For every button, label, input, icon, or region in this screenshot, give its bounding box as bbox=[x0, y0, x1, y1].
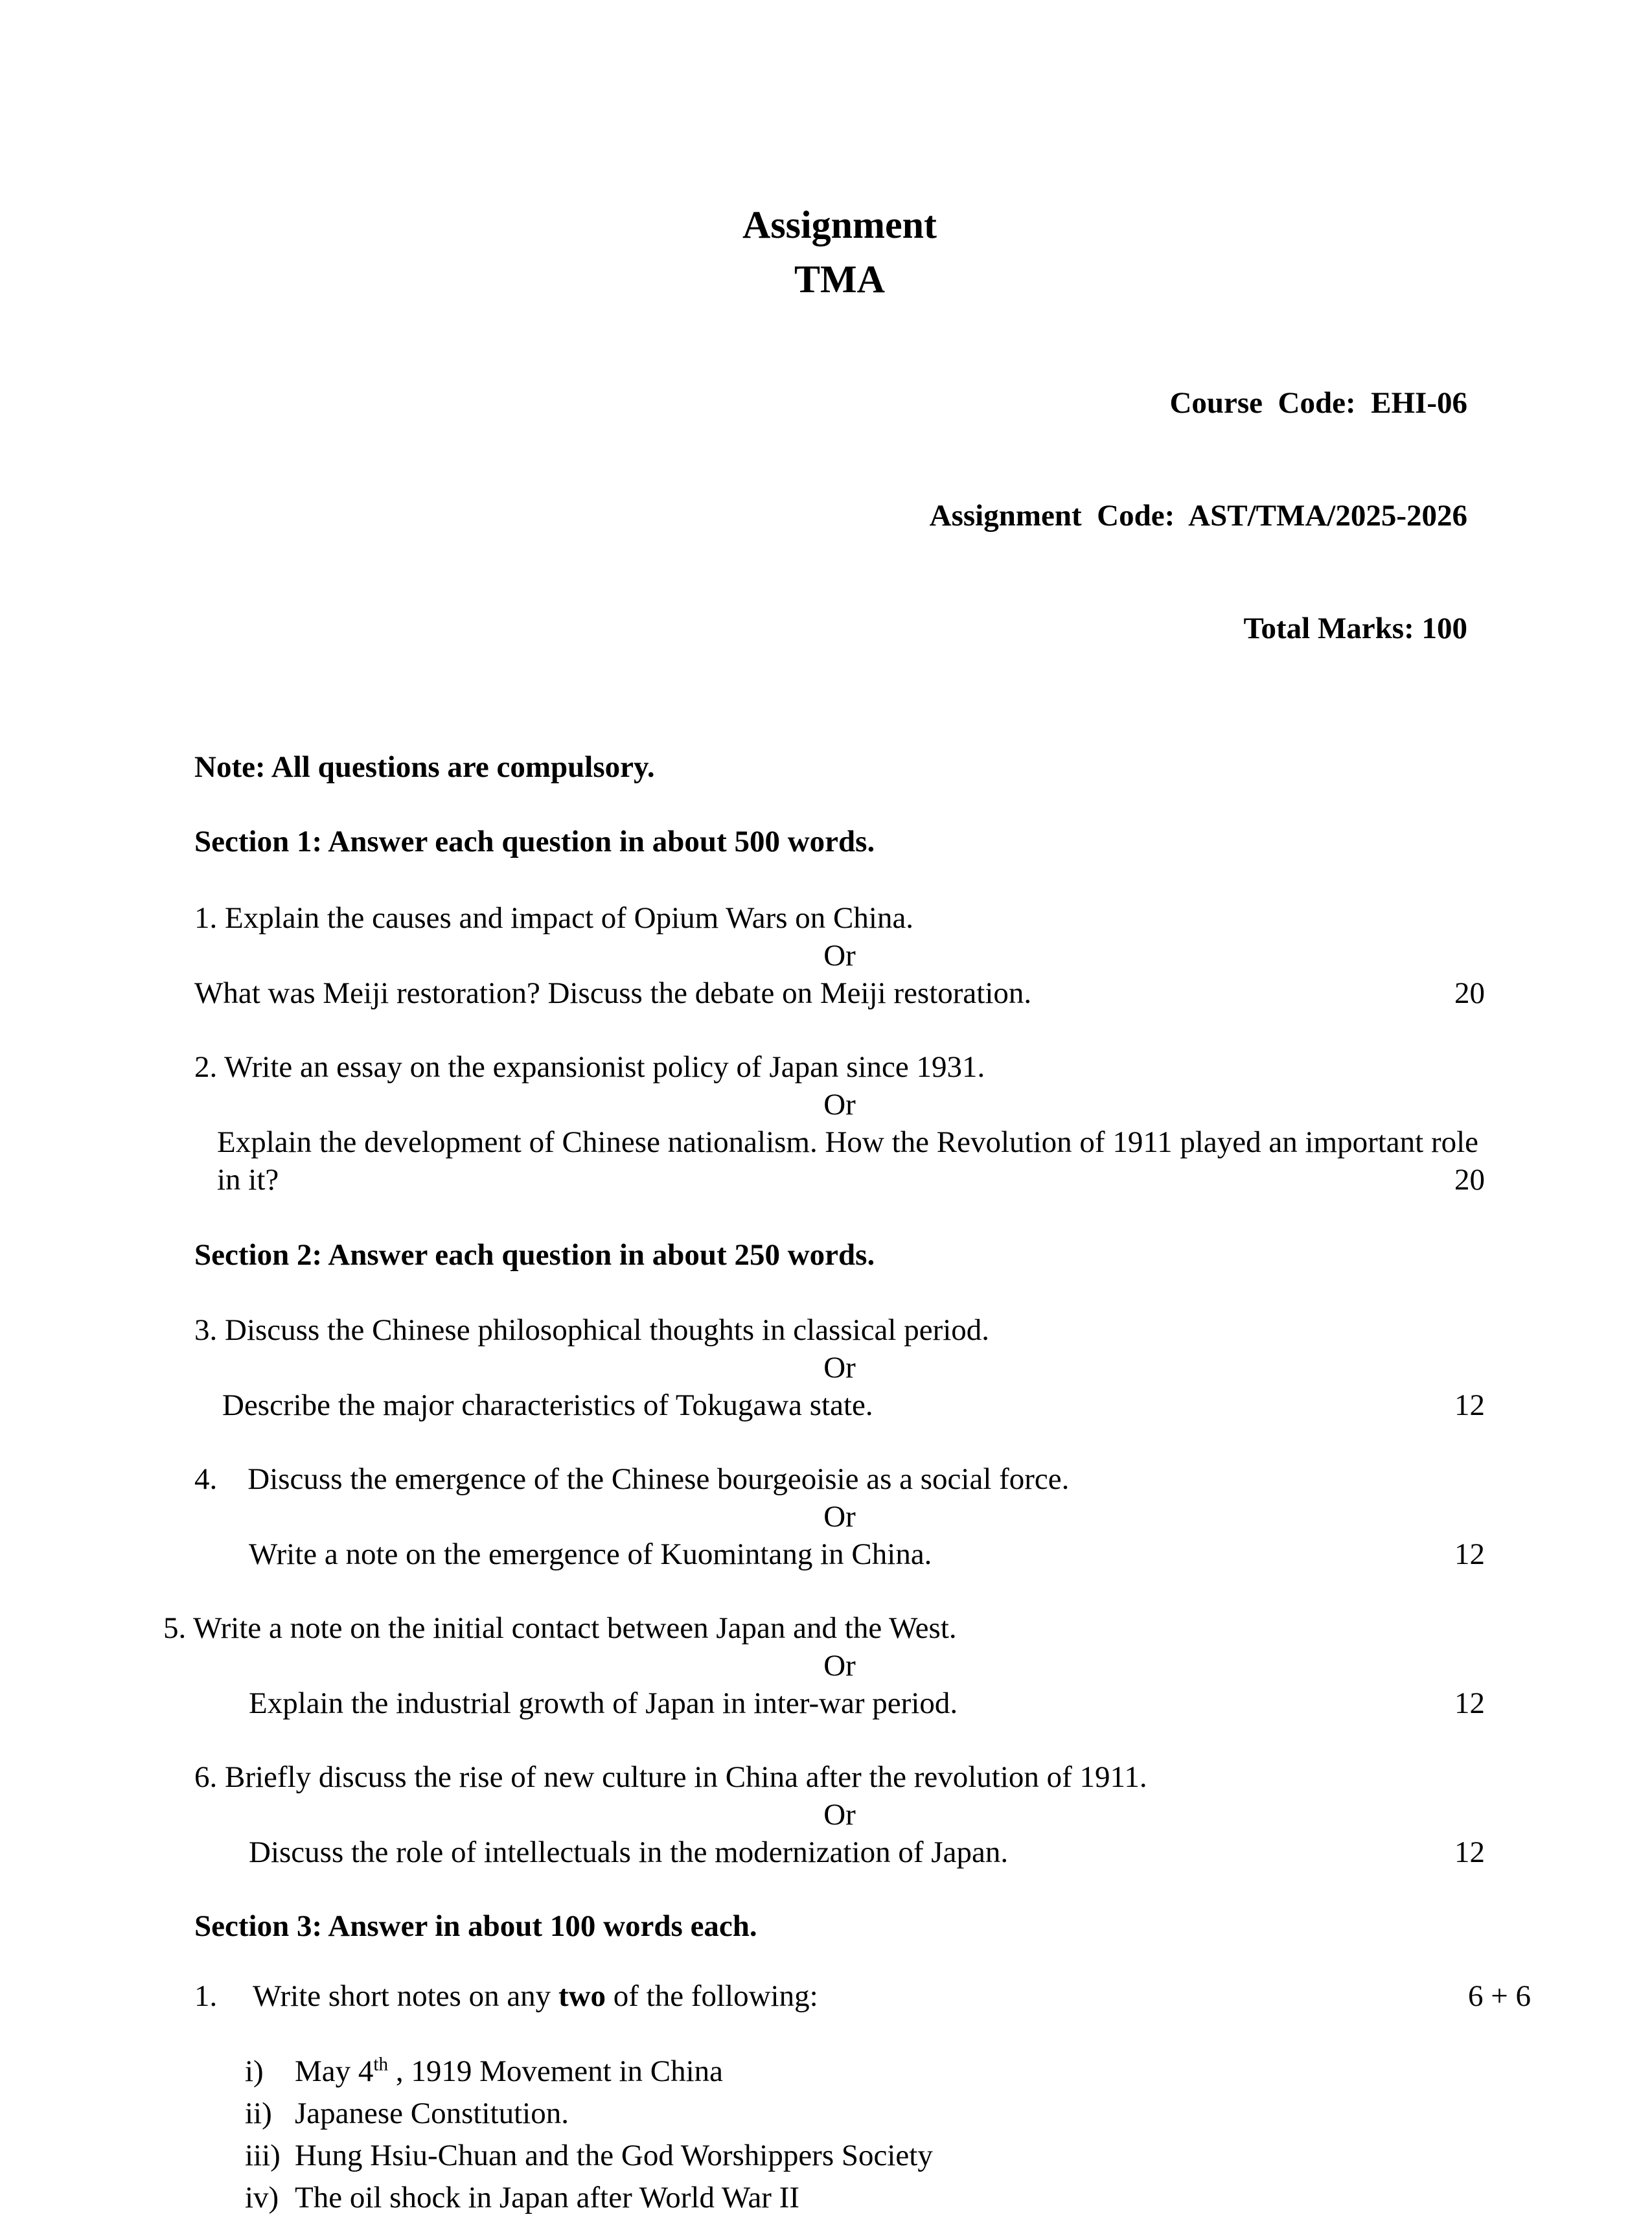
question-3-text: 3. Discuss the Chinese philosophical thoughts in classical period. bbox=[194, 1313, 990, 1347]
question-2-alt-line-1 bbox=[194, 1123, 1485, 1161]
assignment-code-line: Assignment Code: AST/TMA/2025-2026 bbox=[929, 499, 1467, 533]
list-item-i-text bbox=[295, 2051, 723, 2093]
short-notes-options-list bbox=[194, 2051, 1485, 2219]
page-subtitle: TMA bbox=[794, 258, 885, 301]
question-4-alt-line bbox=[194, 1535, 1485, 1573]
question-1-alt-line bbox=[194, 974, 1485, 1012]
question-4-marks: 12 bbox=[1454, 1537, 1485, 1571]
question-1-group bbox=[194, 899, 1485, 1012]
question-2-alt-line-2 bbox=[194, 1161, 1485, 1199]
question-3-group bbox=[194, 1311, 1485, 1424]
question-5-text: 5. Write a note on the initial contact between Japan and the West. bbox=[163, 1611, 957, 1645]
list-item-i-superscript: th bbox=[373, 2054, 389, 2075]
question-2-line bbox=[194, 1048, 1485, 1086]
or-separator: Or bbox=[823, 1088, 856, 1121]
question-6-text: 6. Briefly discuss the rise of new culture in China after the revolution of 1911. bbox=[194, 1760, 1147, 1794]
list-item-ii bbox=[245, 2093, 1485, 2135]
title-block bbox=[194, 198, 1485, 306]
question-1-alt-text: What was Meiji restoration? Discuss the debate on Meiji restoration. bbox=[194, 976, 1032, 1010]
total-marks-line: Total Marks: 100 bbox=[1243, 612, 1467, 645]
question-5-marks: 12 bbox=[1454, 1686, 1485, 1720]
short-notes-prompt-pre: Write short notes on any bbox=[253, 1979, 558, 2013]
list-item-iii bbox=[245, 2135, 1485, 2177]
short-notes-prompt-bold: two bbox=[558, 1979, 606, 2013]
list-item-iv bbox=[245, 2177, 1485, 2219]
short-notes-number: 1. bbox=[194, 1979, 218, 2013]
question-6-group bbox=[194, 1758, 1485, 1871]
section-3-heading: Section 3: Answer in about 100 words each. bbox=[194, 1909, 757, 1943]
question-4-text: 4. Discuss the emergence of the Chinese bourgeoisie as a social force. bbox=[194, 1462, 1070, 1496]
short-notes-prompt-post: of the following: bbox=[606, 1979, 818, 2013]
question-2-text: 2. Write an essay on the expansionist policy of Japan since 1931. bbox=[194, 1050, 985, 1084]
question-4-group bbox=[194, 1460, 1485, 1573]
list-item-i-label: i) bbox=[245, 2054, 264, 2088]
question-3-alt-text: Describe the major characteristics of Tokugawa state. bbox=[222, 1388, 873, 1422]
question-3-marks: 12 bbox=[1454, 1388, 1485, 1422]
question-4-alt-text: Write a note on the emergence of Kuomintang in China. bbox=[249, 1537, 932, 1571]
question-2-alt-text-2: in it? bbox=[217, 1163, 279, 1197]
short-notes-prompt bbox=[253, 1977, 818, 2015]
question-6-alt-line bbox=[194, 1834, 1485, 1871]
question-6-alt-text: Discuss the role of intellectuals in the modernization of Japan. bbox=[249, 1835, 1009, 1869]
short-notes-marks: 6 + 6 bbox=[1467, 1979, 1531, 2013]
or-separator: Or bbox=[823, 1798, 856, 1832]
question-3-line bbox=[194, 1311, 1485, 1349]
section-1-heading: Section 1: Answer each question in about 500 words. bbox=[194, 825, 875, 858]
question-1-text: 1. Explain the causes and impact of Opium Wars on China. bbox=[194, 901, 914, 935]
list-item-i bbox=[245, 2051, 1485, 2093]
section-2-heading: Section 2: Answer each question in about 250 words. bbox=[194, 1238, 875, 1272]
compulsory-note: Note: All questions are compulsory. bbox=[194, 750, 655, 784]
or-separator: Or bbox=[823, 1351, 856, 1385]
question-5-alt-text: Explain the industrial growth of Japan in inter-war period. bbox=[249, 1686, 958, 1720]
question-1-marks: 20 bbox=[1454, 976, 1485, 1010]
list-item-i-post: , 1919 Movement in China bbox=[388, 2054, 724, 2088]
question-3-alt-line bbox=[194, 1386, 1485, 1424]
meta-block bbox=[194, 309, 1485, 722]
question-6-line bbox=[194, 1758, 1485, 1796]
question-1-line bbox=[194, 899, 1485, 937]
page-title: Assignment bbox=[742, 203, 937, 246]
list-item-ii-text: Japanese Constitution. bbox=[295, 2097, 569, 2130]
list-item-ii-label: ii) bbox=[245, 2097, 272, 2130]
short-notes-line bbox=[194, 1977, 1531, 2015]
question-2-group bbox=[194, 1048, 1485, 1199]
course-code-line: Course Code: EHI-06 bbox=[1169, 386, 1467, 420]
question-6-marks: 12 bbox=[1454, 1835, 1485, 1869]
list-item-iii-label: iii) bbox=[245, 2139, 281, 2172]
list-item-iii-text: Hung Hsiu-Chuan and the God Worshippers Society bbox=[295, 2139, 933, 2172]
or-separator: Or bbox=[823, 1649, 856, 1683]
list-item-iv-text: The oil shock in Japan after World War II bbox=[295, 2181, 800, 2214]
or-separator: Or bbox=[823, 939, 856, 972]
question-4-line bbox=[194, 1460, 1485, 1498]
or-separator: Or bbox=[823, 1500, 856, 1534]
list-item-iv-label: iv) bbox=[245, 2181, 279, 2214]
question-2-alt-text-1: Explain the development of Chinese nationalism. How the Revolution of 1911 played an important role bbox=[217, 1125, 1479, 1159]
question-5-alt-line bbox=[194, 1684, 1485, 1722]
question-5-line bbox=[163, 1609, 1485, 1647]
list-item-i-pre: May 4 bbox=[295, 2054, 374, 2088]
question-5-group bbox=[163, 1609, 1485, 1722]
question-2-marks: 20 bbox=[1454, 1163, 1485, 1197]
